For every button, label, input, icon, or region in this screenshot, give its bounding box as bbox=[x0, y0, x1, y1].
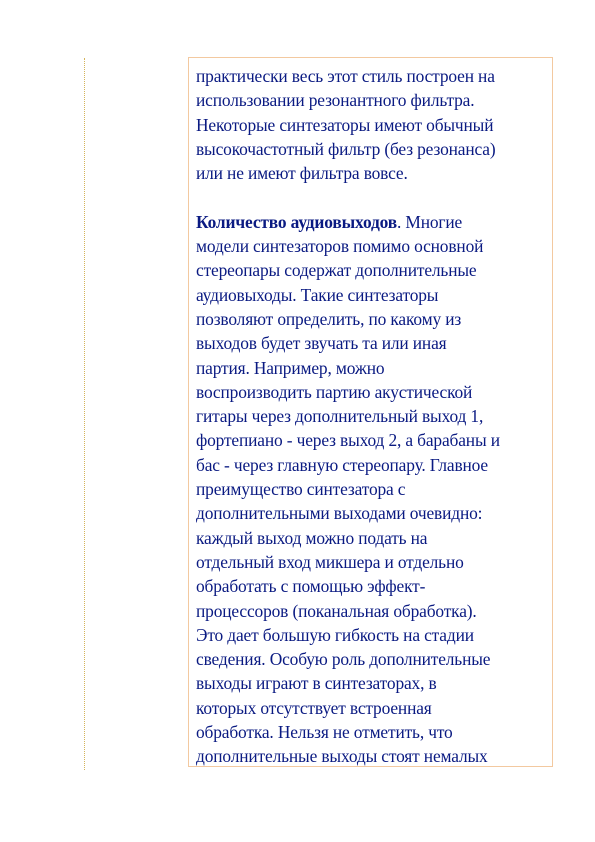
margin-dotted-line bbox=[84, 58, 85, 770]
text-line: дополнительные выходы стоят немалых bbox=[196, 746, 488, 767]
paragraph-filters bbox=[196, 64, 546, 185]
section-heading: Количество аудиовыходов bbox=[196, 211, 397, 232]
text-line: обработать с помощью эффект- bbox=[196, 576, 426, 597]
text-line: позволяют определить, по какому из bbox=[196, 308, 462, 329]
text-line: дополнительными выходами очевидно: bbox=[196, 503, 483, 524]
text-line: каждый выход можно подать на bbox=[196, 527, 428, 548]
text-frame bbox=[188, 57, 553, 767]
text-line: использовании резонантного фильтра. bbox=[196, 90, 475, 111]
text-line: воспроизводить партию акустической bbox=[196, 381, 473, 402]
text-line: высокочастотный фильтр (без резонанса) bbox=[196, 138, 496, 159]
text-line: Это дает большую гибкость на стадии bbox=[196, 624, 474, 645]
text-line: выходов будет звучать та или иная bbox=[196, 333, 447, 354]
heading-continuation: . Многие bbox=[397, 211, 463, 232]
text-line: преимущество синтезатора с bbox=[196, 479, 406, 500]
text-line: процессоров (поканальная обработка). bbox=[196, 600, 477, 621]
text-line: аудиовыходы. Такие синтезаторы bbox=[196, 284, 439, 305]
text-line: или не имеют фильтра вовсе. bbox=[196, 163, 408, 184]
text-line: практически весь этот стиль построен на bbox=[196, 66, 495, 86]
text-line: обработка. Нельзя не отметить, что bbox=[196, 722, 453, 743]
text-line: партия. Например, можно bbox=[196, 357, 385, 378]
text-line bbox=[196, 210, 546, 234]
text-line: стереопары содержат дополнительные bbox=[196, 260, 477, 281]
text-line: которых отсутствует встроенная bbox=[196, 697, 432, 718]
paragraph-audio-outputs bbox=[196, 210, 546, 767]
text-line: бас - через главную стереопару. Главное bbox=[196, 454, 489, 475]
text-line: фортепиано - через выход 2, а барабаны и bbox=[196, 430, 500, 451]
text-line: гитары через дополнительный выход 1, bbox=[196, 406, 484, 427]
text-line: Некоторые синтезаторы имеют обычный bbox=[196, 114, 494, 135]
text-line: сведения. Особую роль дополнительные bbox=[196, 649, 491, 670]
text-line: выходы играют в синтезаторах, в bbox=[196, 673, 437, 694]
text-line: отдельный вход микшера и отдельно bbox=[196, 551, 464, 572]
paragraph-spacer bbox=[196, 185, 546, 209]
text-line: модели синтезаторов помимо основной bbox=[196, 236, 484, 257]
